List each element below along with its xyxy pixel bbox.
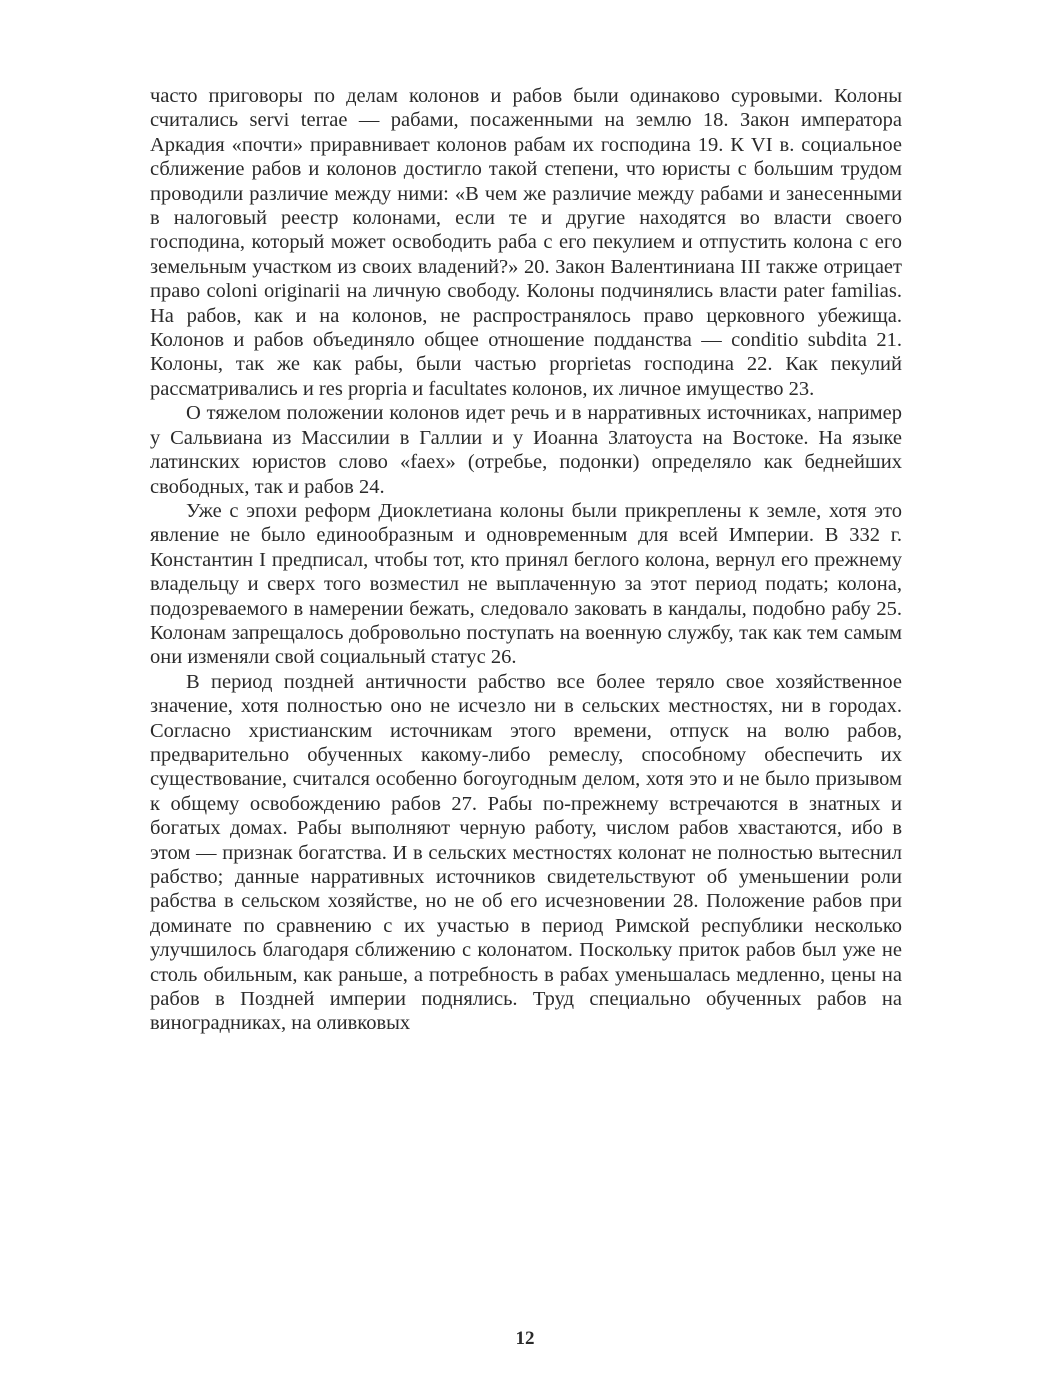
page-number: 12 <box>515 1328 535 1349</box>
paragraph-1: часто приговоры по делам колонов и рабов были одинаково суровыми. Колоны считались servi terrae — рабами, посаженными на землю 18. Закон императора Аркадия «почти» приравнивает колонов рабам их господина 19. К VI в. социальное сближение рабов и колонов достигло такой степени, что юристы с большим трудом проводили различие между ними: «В чем же различие между рабами и занесенными в налоговый реестр колонами, если те и другие находятся во власти своего господина, который может освободить раба с его пекулием и отпустить колона с его земельным участком из своих владений?» 20. Закон Валентиниана III также отрицает право coloni originarii на личную свободу. Колоны подчинялись власти pater familias. На рабов, как и на колонов, не распространялось право церковного убежища. Колонов и рабов объединяло общее отношение подданства — conditio subdita 21. Колоны, так же как рабы, были частью proprietas господина 22. Как пекулий рассматривались и res propria и facultates колонов, их личное имущество 23. <box>150 85 902 400</box>
page-body <box>150 84 902 1036</box>
paragraph-2: О тяжелом положении колонов идет речь и в нарративных источниках, например у Сальвиана из Массилии в Галлии и у Иоанна Златоуста на Востоке. На языке латинских юристов слово «faex» (отребье, подонки) определяло как беднейших свободных, так и рабов 24. <box>150 402 902 498</box>
paragraph-3: Уже с эпохи реформ Диоклетиана колоны были прикреплены к земле, хотя это явление не было единообразным и одновременным для всей Империи. В 332 г. Константин I предписал, чтобы тот, кто принял беглого колона, вернул его прежнему владельцу и сверх того возместил не выплаченную за этот период подать; колона, подозреваемого в намерении бежать, следовало заковать в кандалы, подобно рабу 25. Колонам запрещалось добровольно поступать на военную службу, так как тем самым они изменяли свой социальный статус 26. <box>150 499 902 669</box>
paragraph-4: В период поздней античности рабство все более теряло свое хозяйственное значение, хотя полностью оно не исчезло ни в сельских местностях, ни в городах. Согласно христианским источникам этого времени, отпуск на волю рабов, предварительно обученных какому-либо ремеслу, способному обеспечить их существование, считался особенно богоугодным делом, хотя это и не было призывом к общему освобождению рабов 27. Рабы по-прежнему встречаются в знатных и богатых домах. Рабы выполняют черную работу, числом рабов хвастаются, ибо в этом — признак богатства. И в сельских местностях колонат не полностью вытеснил рабство; данные нарративных источников свидетельствуют об уменьшении роли рабства в сельском хозяйстве, но не об его исчезновении 28. Положение рабов при доминате по сравнению с их участью в период Римской республики несколько улучшилось благодаря сближению с колонатом. Поскольку приток рабов был уже не столь обильным, как раньше, а потребность в рабах уменьшалась медленно, цены на рабов в Поздней империи поднялись. Труд специально обученных рабов на виноградниках, на оливковых <box>150 670 902 1035</box>
